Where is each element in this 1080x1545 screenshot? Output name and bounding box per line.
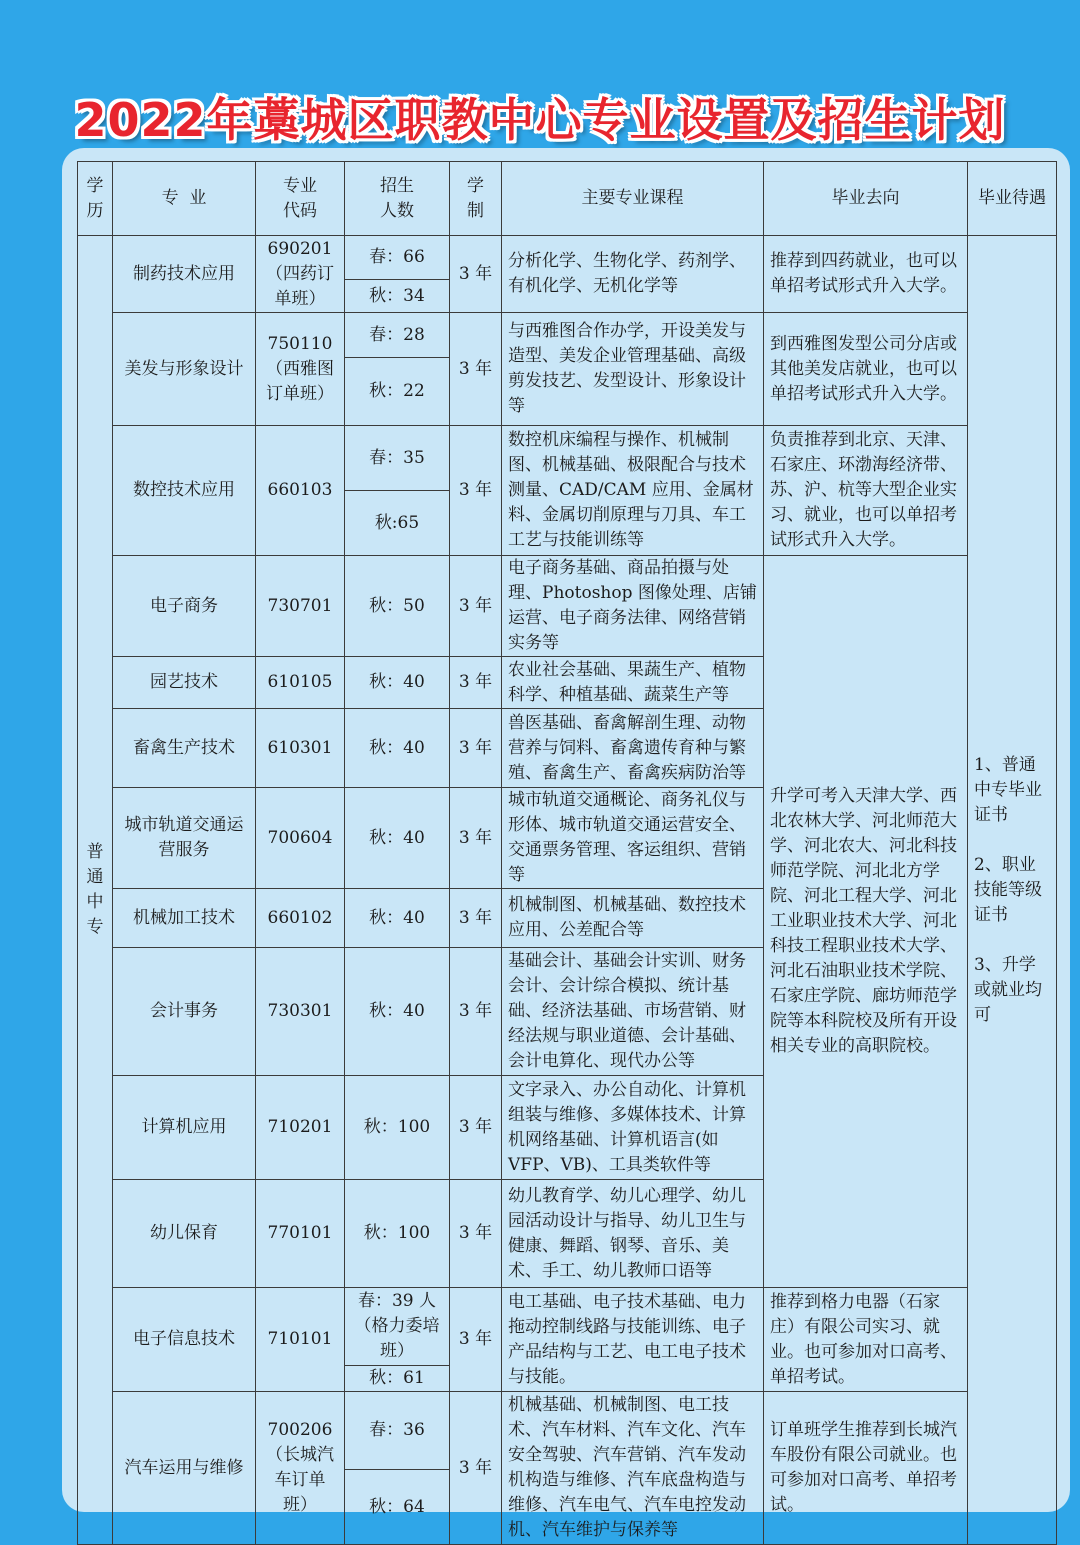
education-level: 普 通 中 专: [78, 236, 113, 1545]
major-name: 畜禽生产技术: [113, 709, 256, 788]
courses: 数控机床编程与操作、机械制图、机械基础、极限配合与技术测量、CAD/CAM 应用、金属材料、金属切削原理与刀具、车工工艺与技能训练等: [502, 426, 764, 556]
courses: 电子商务基础、商品拍摄与处理、Photoshop 图像处理、店铺运营、电子商务法律、网络营销实务等: [502, 556, 764, 657]
duration: 3 年: [450, 889, 502, 948]
enroll-autumn: 秋：40: [345, 948, 450, 1076]
table-row: [78, 556, 1057, 657]
enroll-autumn: 秋:65: [345, 491, 450, 556]
major-name: 幼儿保育: [113, 1180, 256, 1288]
enroll-spring: 春：66: [345, 236, 450, 280]
duration: 3 年: [450, 1392, 502, 1545]
shared-destination: 升学可考入天津大学、西北农林大学、河北师范大学、河北农大、河北科技师范学院、河北北方学院、河北工程大学、河北工业职业技术大学、河北科技工程职业技术大学、河北石油职业技术学院、石家庄学院、廊坊师范学院等本科院校及所有开设相关专业的高职院校。: [764, 556, 968, 1288]
header-enroll: 招生 人数: [345, 162, 450, 236]
enroll-autumn: 秋：100: [345, 1180, 450, 1288]
duration: 3 年: [450, 657, 502, 709]
enroll-autumn: 秋：61: [345, 1366, 450, 1392]
courses: 城市轨道交通概论、商务礼仪与形体、城市轨道交通运营安全、交通票务管理、客运组织、营销等: [502, 788, 764, 889]
enroll-spring: 春：35: [345, 426, 450, 491]
benefits: 1、普通中专毕业证书 2、职业技能等级证书 3、升学或就业均可: [968, 236, 1057, 1545]
major-code: 700206 （长城汽车订单班）: [256, 1392, 345, 1545]
header-code: 专业 代码: [256, 162, 345, 236]
enroll-autumn: 秋：50: [345, 556, 450, 657]
destination: 到西雅图发型公司分店或其他美发店就业，也可以单招考试形式升入大学。: [764, 313, 968, 426]
major-code: 730701: [256, 556, 345, 657]
header-duration: 学 制: [450, 162, 502, 236]
table-row: [78, 426, 1057, 491]
enroll-spring: 春：28: [345, 313, 450, 358]
courses: 机械制图、机械基础、数控技术应用、公差配合等: [502, 889, 764, 948]
major-code: 710101: [256, 1288, 345, 1392]
enroll-autumn: 秋：64: [345, 1470, 450, 1545]
enrollment-plan-table: [77, 161, 1057, 1545]
courses: 机械基础、机械制图、电工技术、汽车材料、汽车文化、汽车安全驾驶、汽车营销、汽车发动机构造与维修、汽车底盘构造与维修、汽车电气、汽车电控发动机、汽车维护与保养等: [502, 1392, 764, 1545]
major-name: 电子信息技术: [113, 1288, 256, 1392]
enroll-autumn: 秋：40: [345, 657, 450, 709]
enroll-autumn: 秋：40: [345, 889, 450, 948]
courses: 幼儿教育学、幼儿心理学、幼儿园活动设计与指导、幼儿卫生与健康、舞蹈、钢琴、音乐、美术、手工、幼儿教师口语等: [502, 1180, 764, 1288]
courses: 兽医基础、畜禽解剖生理、动物营养与饲料、畜禽遗传育种与繁殖、畜禽生产、畜禽疾病防治等: [502, 709, 764, 788]
major-name: 城市轨道交通运营服务: [113, 788, 256, 889]
major-name: 计算机应用: [113, 1076, 256, 1180]
major-code: 610105: [256, 657, 345, 709]
courses: 农业社会基础、果蔬生产、植物科学、种植基础、蔬菜生产等: [502, 657, 764, 709]
duration: 3 年: [450, 426, 502, 556]
major-code: 610301: [256, 709, 345, 788]
major-code: 660103: [256, 426, 345, 556]
duration: 3 年: [450, 709, 502, 788]
courses: 分析化学、生物化学、药剂学、有机化学、无机化学等: [502, 236, 764, 313]
major-name: 美发与形象设计: [113, 313, 256, 426]
table-row: [78, 236, 1057, 280]
major-name: 会计事务: [113, 948, 256, 1076]
courses: 文字录入、办公自动化、计算机组装与维修、多媒体技术、计算机网络基础、计算机语言(如 VFP、VB)、工具类软件等: [502, 1076, 764, 1180]
table-row: [78, 1392, 1057, 1470]
duration: 3 年: [450, 1076, 502, 1180]
duration: 3 年: [450, 788, 502, 889]
enroll-autumn: 秋：100: [345, 1076, 450, 1180]
destination: 推荐到格力电器（石家庄）有限公司实习、就业。也可参加对口高考、单招考试。: [764, 1288, 968, 1392]
major-name: 机械加工技术: [113, 889, 256, 948]
page-title: 2022年藁城区职教中心专业设置及招生计划: [74, 93, 1006, 147]
major-name: 数控技术应用: [113, 426, 256, 556]
header-row: [78, 162, 1057, 236]
duration: 3 年: [450, 1288, 502, 1392]
duration: 3 年: [450, 236, 502, 313]
table-row: [78, 313, 1057, 358]
major-name: 园艺技术: [113, 657, 256, 709]
enroll-autumn: 秋：40: [345, 709, 450, 788]
duration: 3 年: [450, 313, 502, 426]
destination: 负责推荐到北京、天津、石家庄、环渤海经济带、苏、沪、杭等大型企业实习、就业，也可以单招考试形式升入大学。: [764, 426, 968, 556]
major-code: 700604: [256, 788, 345, 889]
header-major: 专 业: [113, 162, 256, 236]
enroll-autumn: 秋：40: [345, 788, 450, 889]
major-name: 电子商务: [113, 556, 256, 657]
major-code: 750110 （西雅图订单班）: [256, 313, 345, 426]
major-name: 汽车运用与维修: [113, 1392, 256, 1545]
major-code: 690201 （四药订单班）: [256, 236, 345, 313]
duration: 3 年: [450, 1180, 502, 1288]
header-destination: 毕业去向: [764, 162, 968, 236]
destination: 推荐到四药就业，也可以单招考试形式升入大学。: [764, 236, 968, 313]
duration: 3 年: [450, 948, 502, 1076]
enroll-spring: 春：36: [345, 1392, 450, 1470]
major-code: 730301: [256, 948, 345, 1076]
header-education: 学 历: [78, 162, 113, 236]
header-courses: 主要专业课程: [502, 162, 764, 236]
courses: 与西雅图合作办学，开设美发与造型、美发企业管理基础、高级剪发技艺、发型设计、形象设计等: [502, 313, 764, 426]
major-code: 660102: [256, 889, 345, 948]
enroll-autumn: 秋：22: [345, 358, 450, 426]
courses: 电工基础、电子技术基础、电力拖动控制线路与技能训练、电子产品结构与工艺、电工电子技术与技能。: [502, 1288, 764, 1392]
courses: 基础会计、基础会计实训、财务会计、会计综合模拟、统计基础、经济法基础、市场营销、财经法规与职业道德、会计基础、会计电算化、现代办公等: [502, 948, 764, 1076]
enroll-autumn: 秋：34: [345, 280, 450, 313]
major-code: 770101: [256, 1180, 345, 1288]
table-row: [78, 1288, 1057, 1366]
duration: 3 年: [450, 556, 502, 657]
major-name: 制药技术应用: [113, 236, 256, 313]
major-code: 710201: [256, 1076, 345, 1180]
destination: 订单班学生推荐到长城汽车股份有限公司就业。也可参加对口高考、单招考试。: [764, 1392, 968, 1545]
header-benefits: 毕业待遇: [968, 162, 1057, 236]
enroll-spring: 春：39 人 （格力委培班）: [345, 1288, 450, 1366]
